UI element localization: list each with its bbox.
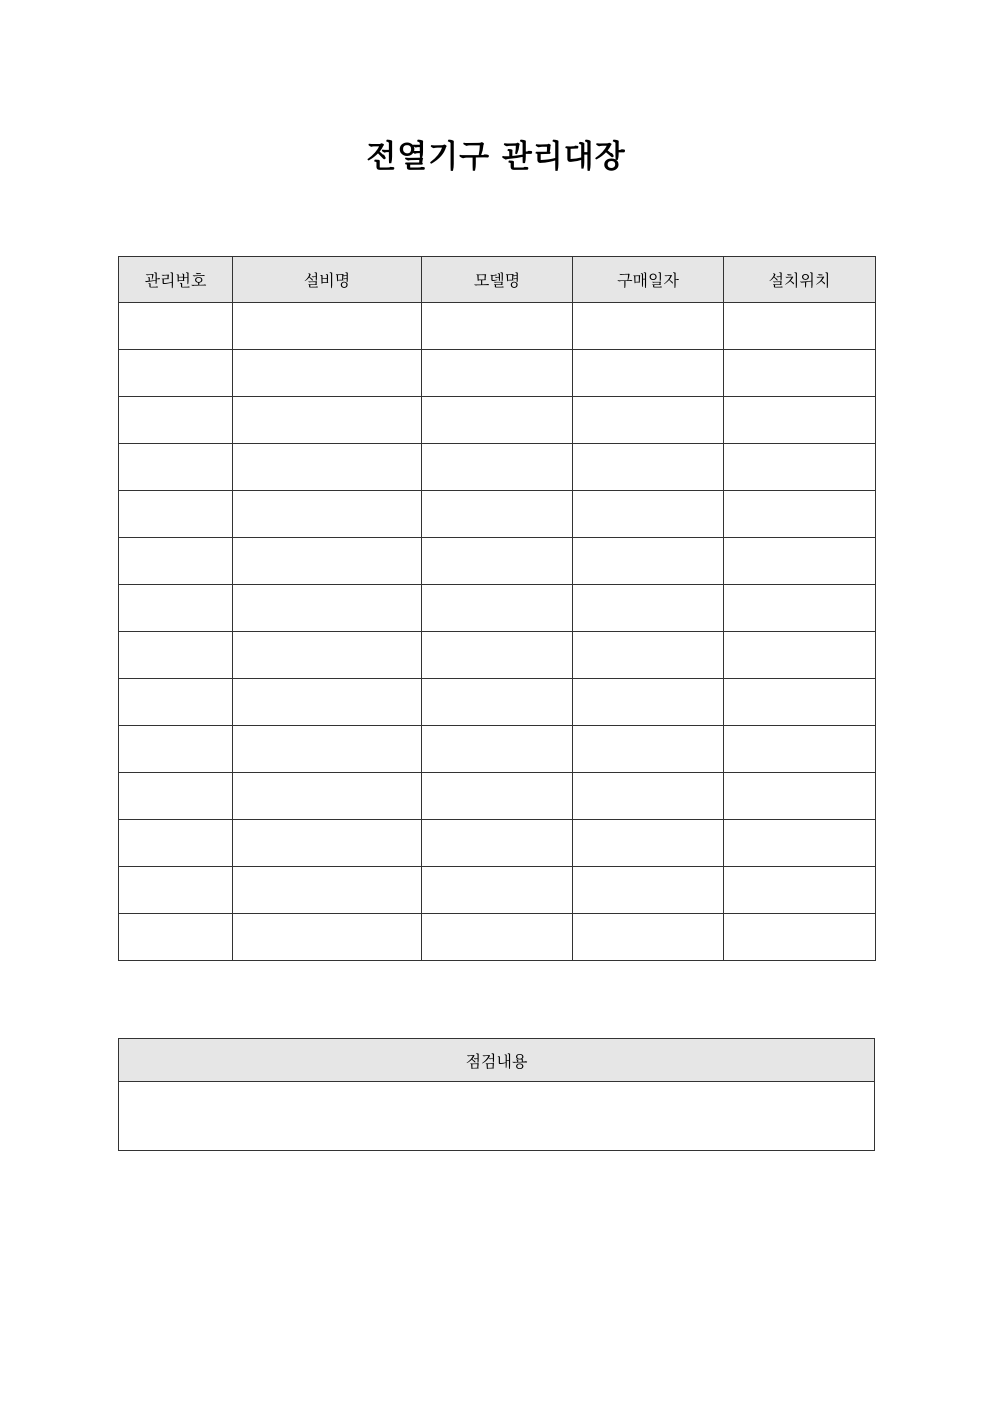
cell-install-location[interactable] xyxy=(724,444,876,491)
cell-install-location[interactable] xyxy=(724,585,876,632)
cell-management-number[interactable] xyxy=(119,914,233,961)
table-row xyxy=(119,350,876,397)
table-row xyxy=(119,303,876,350)
cell-purchase-date[interactable] xyxy=(573,632,724,679)
header-install-location: 설치위치 xyxy=(724,257,876,303)
cell-equipment-name[interactable] xyxy=(233,491,422,538)
cell-install-location[interactable] xyxy=(724,491,876,538)
cell-purchase-date[interactable] xyxy=(573,914,724,961)
cell-model-name[interactable] xyxy=(422,303,573,350)
cell-install-location[interactable] xyxy=(724,303,876,350)
inspection-table xyxy=(118,1038,875,1151)
cell-purchase-date[interactable] xyxy=(573,491,724,538)
inspection-header: 점검내용 xyxy=(119,1039,875,1082)
cell-equipment-name[interactable] xyxy=(233,820,422,867)
cell-equipment-name[interactable] xyxy=(233,679,422,726)
cell-model-name[interactable] xyxy=(422,538,573,585)
table-row xyxy=(119,397,876,444)
cell-equipment-name[interactable] xyxy=(233,867,422,914)
cell-install-location[interactable] xyxy=(724,914,876,961)
cell-management-number[interactable] xyxy=(119,444,233,491)
cell-model-name[interactable] xyxy=(422,867,573,914)
cell-purchase-date[interactable] xyxy=(573,679,724,726)
cell-equipment-name[interactable] xyxy=(233,914,422,961)
cell-equipment-name[interactable] xyxy=(233,444,422,491)
cell-purchase-date[interactable] xyxy=(573,303,724,350)
cell-management-number[interactable] xyxy=(119,585,233,632)
cell-management-number[interactable] xyxy=(119,726,233,773)
cell-model-name[interactable] xyxy=(422,397,573,444)
cell-purchase-date[interactable] xyxy=(573,867,724,914)
table-row xyxy=(119,914,876,961)
cell-install-location[interactable] xyxy=(724,773,876,820)
cell-management-number[interactable] xyxy=(119,867,233,914)
cell-install-location[interactable] xyxy=(724,867,876,914)
cell-equipment-name[interactable] xyxy=(233,585,422,632)
table-header-row xyxy=(119,257,876,303)
table-row xyxy=(119,679,876,726)
cell-purchase-date[interactable] xyxy=(573,538,724,585)
cell-model-name[interactable] xyxy=(422,726,573,773)
cell-management-number[interactable] xyxy=(119,820,233,867)
cell-management-number[interactable] xyxy=(119,350,233,397)
equipment-table xyxy=(118,256,876,961)
cell-equipment-name[interactable] xyxy=(233,726,422,773)
cell-purchase-date[interactable] xyxy=(573,444,724,491)
cell-management-number[interactable] xyxy=(119,773,233,820)
cell-management-number[interactable] xyxy=(119,491,233,538)
table-row xyxy=(119,867,876,914)
inspection-header-row xyxy=(119,1039,875,1082)
cell-model-name[interactable] xyxy=(422,914,573,961)
cell-install-location[interactable] xyxy=(724,632,876,679)
cell-purchase-date[interactable] xyxy=(573,397,724,444)
cell-equipment-name[interactable] xyxy=(233,303,422,350)
table-row xyxy=(119,491,876,538)
table-row xyxy=(119,773,876,820)
document-title: 전열기구 관리대장 xyxy=(366,139,626,175)
cell-install-location[interactable] xyxy=(724,820,876,867)
cell-model-name[interactable] xyxy=(422,632,573,679)
cell-equipment-name[interactable] xyxy=(233,397,422,444)
cell-install-location[interactable] xyxy=(724,726,876,773)
cell-install-location[interactable] xyxy=(724,397,876,444)
cell-equipment-name[interactable] xyxy=(233,350,422,397)
table-body xyxy=(119,303,876,961)
cell-equipment-name[interactable] xyxy=(233,538,422,585)
cell-model-name[interactable] xyxy=(422,491,573,538)
table-row xyxy=(119,538,876,585)
cell-model-name[interactable] xyxy=(422,350,573,397)
inspection-content-row xyxy=(119,1082,875,1151)
header-model-name: 모델명 xyxy=(422,257,573,303)
cell-model-name[interactable] xyxy=(422,585,573,632)
cell-purchase-date[interactable] xyxy=(573,585,724,632)
cell-model-name[interactable] xyxy=(422,820,573,867)
table-row xyxy=(119,585,876,632)
cell-equipment-name[interactable] xyxy=(233,773,422,820)
table-row xyxy=(119,820,876,867)
cell-install-location[interactable] xyxy=(724,350,876,397)
cell-purchase-date[interactable] xyxy=(573,773,724,820)
cell-management-number[interactable] xyxy=(119,397,233,444)
cell-management-number[interactable] xyxy=(119,538,233,585)
table-row xyxy=(119,632,876,679)
header-equipment-name: 설비명 xyxy=(233,257,422,303)
cell-purchase-date[interactable] xyxy=(573,350,724,397)
cell-purchase-date[interactable] xyxy=(573,820,724,867)
cell-management-number[interactable] xyxy=(119,632,233,679)
header-management-number: 관리번호 xyxy=(119,257,233,303)
table-row xyxy=(119,444,876,491)
inspection-content-cell[interactable] xyxy=(119,1082,875,1151)
cell-management-number[interactable] xyxy=(119,679,233,726)
cell-model-name[interactable] xyxy=(422,773,573,820)
cell-install-location[interactable] xyxy=(724,538,876,585)
cell-equipment-name[interactable] xyxy=(233,632,422,679)
cell-purchase-date[interactable] xyxy=(573,726,724,773)
cell-model-name[interactable] xyxy=(422,679,573,726)
table-row xyxy=(119,726,876,773)
header-purchase-date: 구매일자 xyxy=(573,257,724,303)
cell-management-number[interactable] xyxy=(119,303,233,350)
cell-install-location[interactable] xyxy=(724,679,876,726)
cell-model-name[interactable] xyxy=(422,444,573,491)
